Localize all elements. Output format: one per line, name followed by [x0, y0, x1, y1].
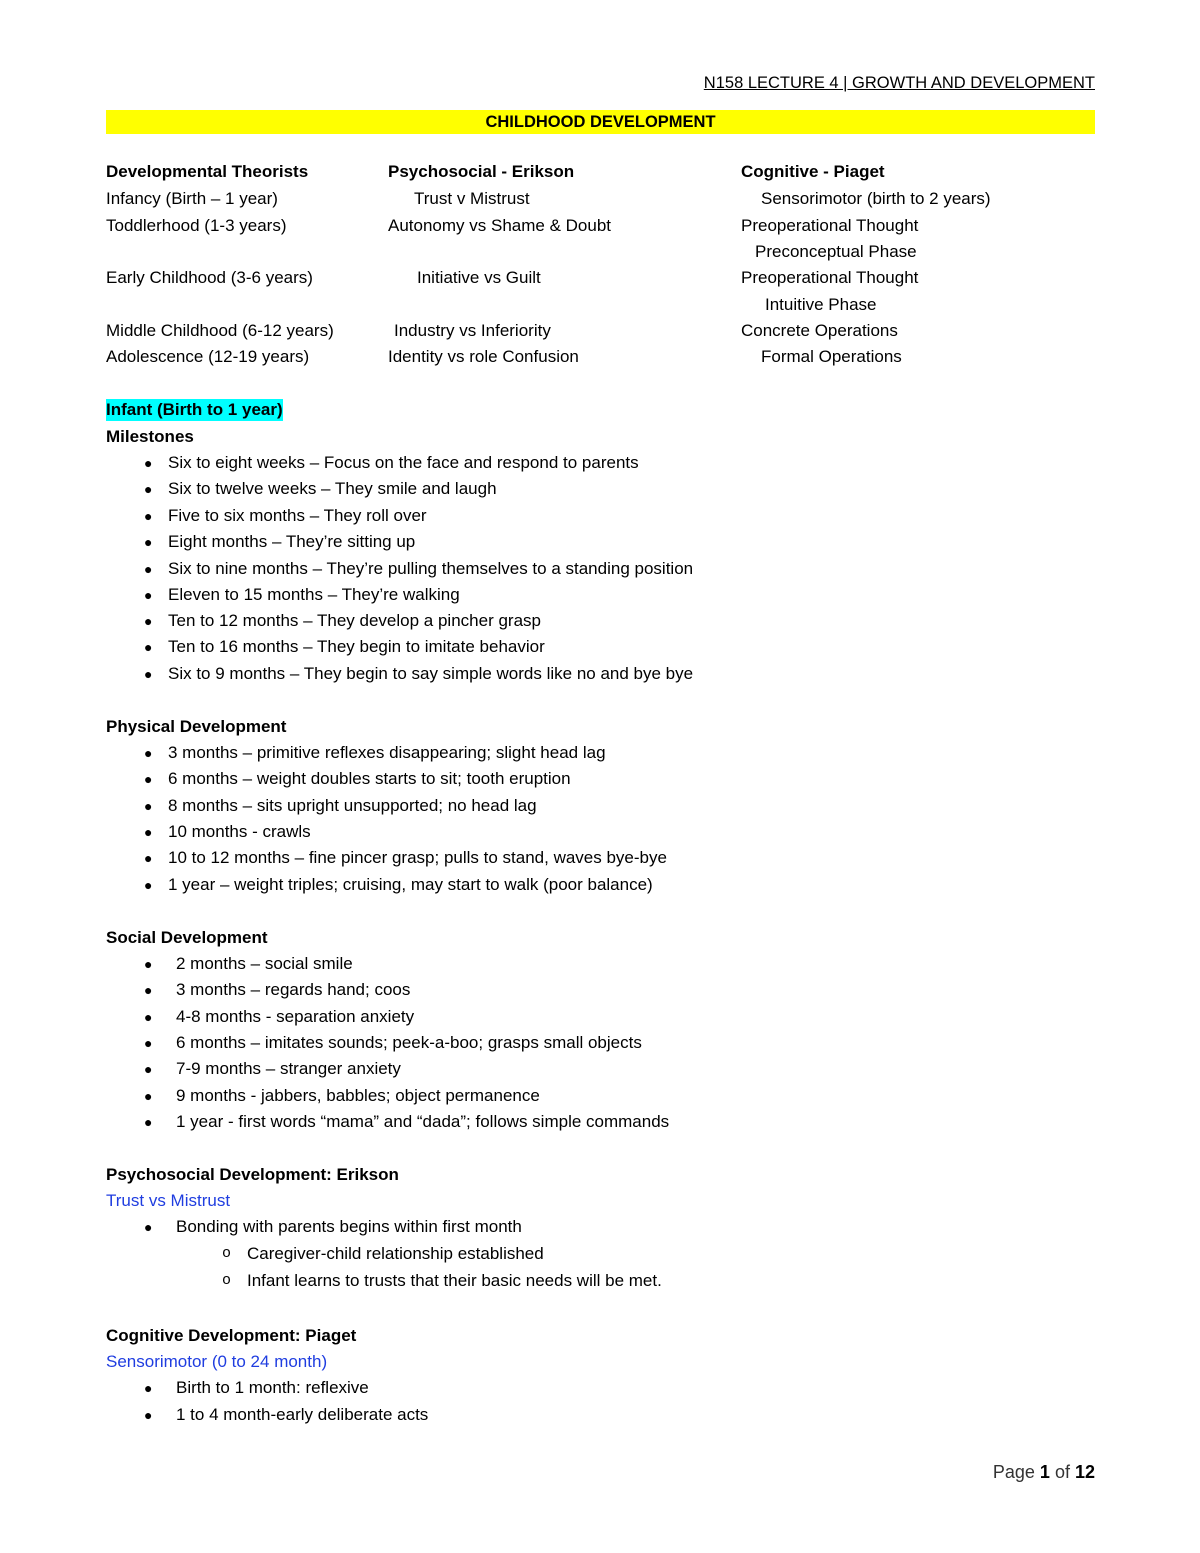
- social-heading: Social Development: [106, 928, 268, 947]
- list-item: 3 months – primitive reflexes disappearing; slight head lag: [168, 743, 606, 762]
- stage-age: Early Childhood (3-6 years): [106, 268, 313, 287]
- cognitive-subheading: Sensorimotor (0 to 24 month): [106, 1352, 328, 1371]
- page-total: 12: [1074, 1462, 1095, 1482]
- bullet-icon: ●: [144, 1114, 153, 1130]
- list-item: 1 year – weight triples; cruising, may start to walk (poor balance): [168, 875, 653, 894]
- bullet-icon: ●: [144, 1219, 153, 1235]
- list-item: Birth to 1 month: reflexive: [176, 1378, 369, 1397]
- bullet-icon: ●: [144, 1061, 153, 1077]
- stage-piaget: Concrete Operations: [741, 321, 898, 340]
- bullet-icon: ●: [144, 798, 153, 814]
- bullet-icon: ●: [144, 956, 153, 972]
- psychosocial-heading: Psychosocial Development: Erikson: [106, 1165, 399, 1184]
- stage-age: Adolescence (12-19 years): [106, 347, 310, 366]
- bullet-icon: ●: [144, 1407, 153, 1423]
- bullet-icon: ●: [144, 481, 153, 497]
- sub-bullet-icon: o: [222, 1272, 232, 1289]
- list-item: 1 to 4 month-early deliberate acts: [176, 1405, 429, 1424]
- stage-erikson: Trust v Mistrust: [414, 189, 530, 208]
- list-item: Ten to 16 months – They begin to imitate behavior: [168, 637, 545, 656]
- list-item: Bonding with parents begins within first month: [176, 1217, 522, 1236]
- bullet-icon: ●: [144, 1088, 153, 1104]
- bullet-icon: ●: [144, 1009, 153, 1025]
- stage-piaget-phase: Intuitive Phase: [765, 295, 877, 314]
- stage-piaget-phase: Preconceptual Phase: [755, 242, 917, 261]
- infant-heading: Infant (Birth to 1 year): [106, 400, 283, 419]
- bullet-icon: ●: [144, 639, 153, 655]
- bullet-icon: ●: [144, 1035, 153, 1051]
- stage-erikson: Identity vs role Confusion: [388, 347, 579, 366]
- bullet-icon: ●: [144, 561, 153, 577]
- section-banner: CHILDHOOD DEVELOPMENT: [106, 110, 1095, 134]
- list-item: 6 months – imitates sounds; peek-a-boo; grasps small objects: [176, 1033, 642, 1052]
- bullet-icon: ●: [144, 666, 153, 682]
- stage-erikson: Initiative vs Guilt: [417, 268, 541, 287]
- list-item: 9 months - jabbers, babbles; object permanence: [176, 1086, 540, 1105]
- col-header-piaget: Cognitive - Piaget: [741, 162, 885, 181]
- bullet-icon: ●: [144, 877, 153, 893]
- list-item: 1 year - first words “mama” and “dada”; follows simple commands: [176, 1112, 670, 1131]
- list-item: Six to eight weeks – Focus on the face and respond to parents: [168, 453, 639, 472]
- bullet-icon: ●: [144, 850, 153, 866]
- sub-list-item: Caregiver-child relationship established: [247, 1244, 544, 1263]
- bullet-icon: ●: [144, 613, 153, 629]
- list-item: Eight months – They’re sitting up: [168, 532, 416, 551]
- stage-erikson: Industry vs Inferiority: [394, 321, 551, 340]
- list-item: Eleven to 15 months – They’re walking: [168, 585, 460, 604]
- stage-piaget: Preoperational Thought: [741, 268, 919, 287]
- bullet-icon: ●: [144, 771, 153, 787]
- list-item: Five to six months – They roll over: [168, 506, 427, 525]
- bullet-icon: ●: [144, 455, 153, 471]
- page-number: 1: [1039, 1462, 1050, 1482]
- stage-age: Toddlerhood (1-3 years): [106, 216, 287, 235]
- bullet-icon: ●: [144, 1380, 153, 1396]
- bullet-icon: ●: [144, 587, 153, 603]
- col-header-theorists: Developmental Theorists: [106, 162, 309, 181]
- page-footer: [900, 1461, 1095, 1483]
- list-item: Six to nine months – They’re pulling themselves to a standing position: [168, 559, 694, 578]
- list-item: Six to twelve weeks – They smile and laugh: [168, 479, 497, 498]
- bullet-icon: ●: [144, 534, 153, 550]
- milestones-heading: Milestones: [106, 427, 194, 446]
- stage-piaget: Formal Operations: [761, 347, 902, 366]
- stage-age: Middle Childhood (6-12 years): [106, 321, 334, 340]
- stage-erikson: Autonomy vs Shame & Doubt: [388, 216, 612, 235]
- page-label: Page: [992, 1462, 1035, 1482]
- list-item: 6 months – weight doubles starts to sit; tooth eruption: [168, 769, 571, 788]
- of-label: of: [1054, 1462, 1070, 1482]
- sub-list-item: Infant learns to trusts that their basic needs will be met.: [247, 1271, 662, 1290]
- psychosocial-subheading: Trust vs Mistrust: [106, 1191, 231, 1210]
- sub-bullet-icon: o: [222, 1245, 232, 1262]
- bullet-icon: ●: [144, 508, 153, 524]
- list-item: 3 months – regards hand; coos: [176, 980, 411, 999]
- list-item: 8 months – sits upright unsupported; no head lag: [168, 796, 537, 815]
- bullet-icon: ●: [144, 824, 153, 840]
- list-item: Six to 9 months – They begin to say simple words like no and bye bye: [168, 664, 694, 683]
- bullet-icon: ●: [144, 745, 153, 761]
- cognitive-heading: Cognitive Development: Piaget: [106, 1326, 357, 1345]
- list-item: 10 to 12 months – fine pincer grasp; pulls to stand, waves bye-bye: [168, 848, 667, 867]
- list-item: Ten to 12 months – They develop a pincher grasp: [168, 611, 541, 630]
- running-header: N158 LECTURE 4 | GROWTH AND DEVELOPMENT: [703, 74, 1095, 92]
- stage-age: Infancy (Birth – 1 year): [106, 189, 278, 208]
- physical-heading: Physical Development: [106, 717, 287, 736]
- list-item: 2 months – social smile: [176, 954, 353, 973]
- stage-piaget: Preoperational Thought: [741, 216, 919, 235]
- bullet-icon: ●: [144, 982, 153, 998]
- list-item: 10 months - crawls: [168, 822, 311, 841]
- list-item: 4-8 months - separation anxiety: [176, 1007, 415, 1026]
- col-header-erikson: Psychosocial - Erikson: [388, 162, 575, 181]
- list-item: 7-9 months – stranger anxiety: [176, 1059, 401, 1078]
- stage-piaget: Sensorimotor (birth to 2 years): [761, 189, 991, 208]
